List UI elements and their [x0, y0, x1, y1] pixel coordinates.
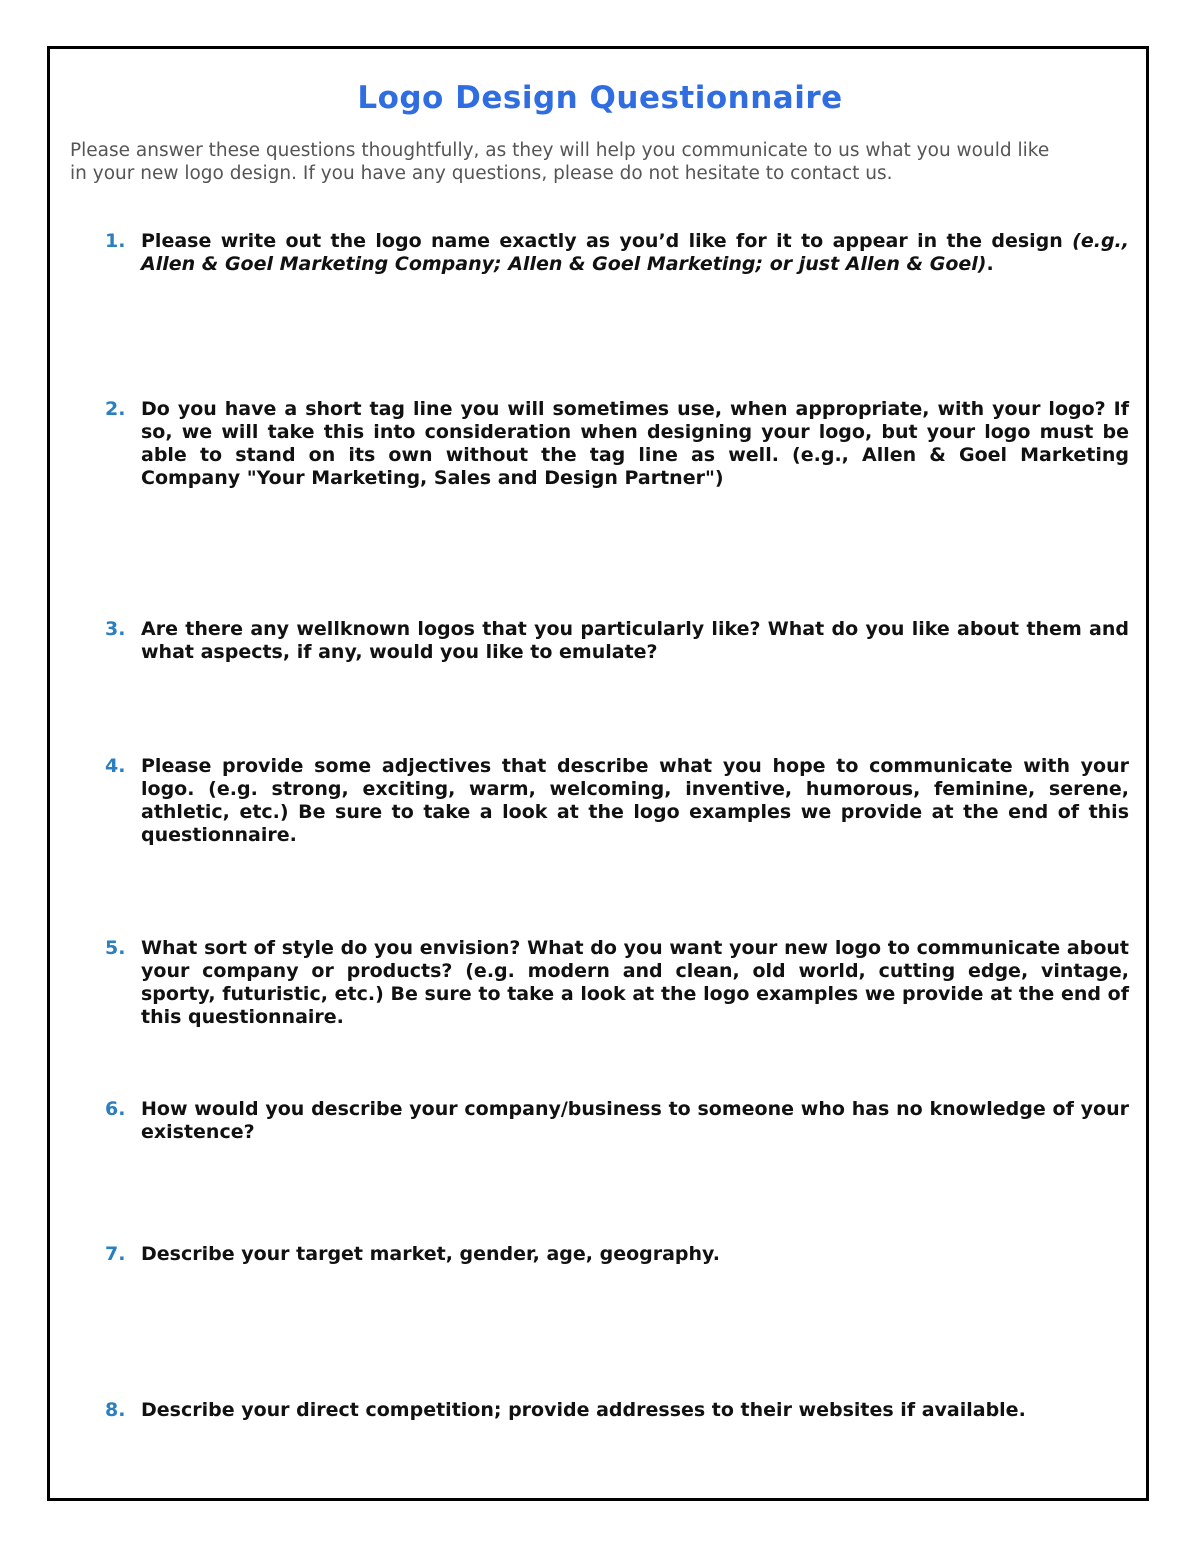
- question-number: 7.: [105, 1243, 126, 1265]
- question-text: Are there any wellknown logos that you particularly like? What do you like about them and what aspects, if any, would you like to emulate?: [141, 618, 1129, 663]
- question-text: What sort of style do you envision? What do you want your new logo to communicate about your company or products? (e.g. modern and clean, old world, cutting edge, vintage, sporty, futuristic, etc.) Be sure to take a look at the logo examples we provide at the end of this questionnaire.: [141, 937, 1129, 1028]
- question-number: 3.: [105, 618, 126, 640]
- question-text-main: Please write out the logo name exactly as you’d like for it to appear in the design: [141, 230, 1073, 252]
- intro-paragraph: Please answer these questions thoughtfully, as they will help you communicate to us what you would like in your new logo design. If you have any questions, please do not hesitate to contact us.: [70, 140, 1050, 184]
- question-number: 5.: [105, 937, 126, 959]
- question-number: 6.: [105, 1098, 126, 1120]
- question-number: 1.: [105, 230, 126, 252]
- question-number: 8.: [105, 1399, 126, 1421]
- question-text: Please provide some adjectives that describe what you hope to communicate with your logo. (e.g. strong, exciting, warm, welcoming, inventive, humorous, feminine, serene, athletic, etc.) Be sure to take a look at the logo examples we provide at the end of this questionnaire.: [141, 755, 1129, 846]
- question-text: Do you have a short tag line you will sometimes use, when appropriate, with your logo? If so, we will take this into consideration when designing your logo, but your logo must be able to stand on its own without the tag line as well. (e.g., Allen & Goel Marketing Company "Your Marketing, Sales and Design Partner"): [141, 398, 1129, 489]
- page-title: Logo Design Questionnaire: [357, 80, 843, 116]
- question-text: How would you describe your company/business to someone who has no knowledge of your existence?: [141, 1098, 1129, 1143]
- question-text-suffix: .: [986, 253, 994, 275]
- question-text: [141, 230, 1129, 276]
- question-text: Describe your target market, gender, age, geography.: [141, 1243, 720, 1265]
- question-text: Describe your direct competition; provide addresses to their websites if available.: [141, 1399, 1026, 1421]
- question-number: 2.: [105, 398, 126, 420]
- question-example: (e.g., Allen & Goel Marketing Company; Allen & Goel Marketing; or just Allen & Goel): [141, 230, 1129, 275]
- question-number: 4.: [105, 755, 126, 777]
